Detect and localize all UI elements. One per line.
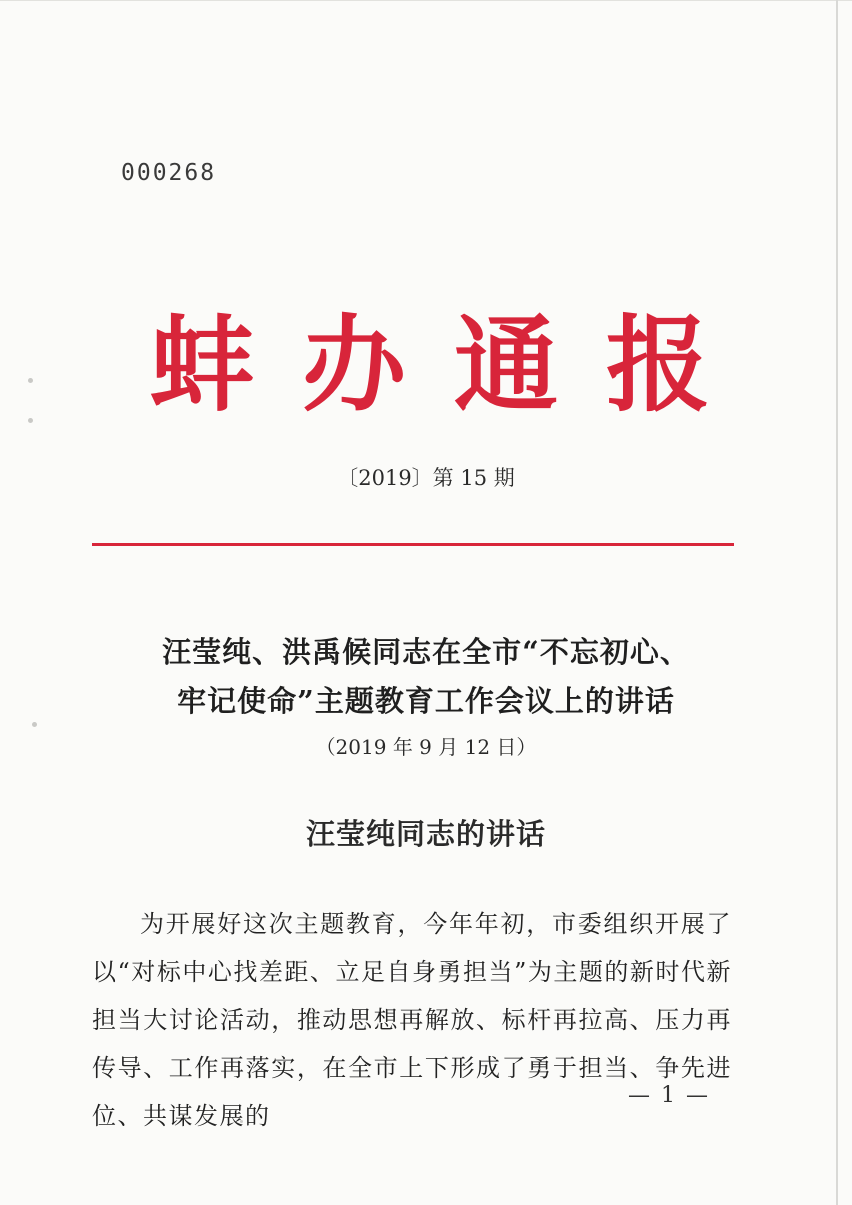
- punch-hole-mark: [28, 418, 33, 423]
- punch-hole-mark: [32, 722, 37, 727]
- section-title: 汪莹纯同志的讲话: [305, 817, 546, 851]
- masthead-title: [150, 300, 710, 430]
- issue-number: 〔2019〕第 15 期: [337, 466, 515, 490]
- serial-number: 000268: [121, 160, 217, 186]
- headline-line-2: 牢记使命”主题教育工作会议上的讲话: [177, 684, 675, 718]
- red-divider-rule: [92, 543, 734, 546]
- masthead-char: 报: [605, 304, 710, 426]
- page-right-edge: [836, 0, 838, 1205]
- masthead-char: 通: [453, 304, 558, 426]
- headline-line-1: 汪莹纯、洪禹候同志在全市“不忘初心、: [162, 635, 690, 669]
- body-paragraph: 为开展好这次主题教育，今年年初，市委组织开展了以“对标中心找差距、立足自身勇担当”为主题的新时代新担当大讨论活动，推动思想再解放、标杆再拉高、压力再传导、工作再落实，在全市上下形成了勇于担当、争先进位、共谋发展的: [92, 910, 732, 1130]
- speech-date: （2019 年 9 月 12 日）: [315, 735, 537, 759]
- masthead-char: 蚌: [150, 304, 255, 426]
- punch-hole-mark: [28, 378, 33, 383]
- masthead-char: 办: [301, 304, 406, 426]
- page-top-edge: [0, 0, 852, 1]
- page-number: — 1 —: [628, 1083, 710, 1108]
